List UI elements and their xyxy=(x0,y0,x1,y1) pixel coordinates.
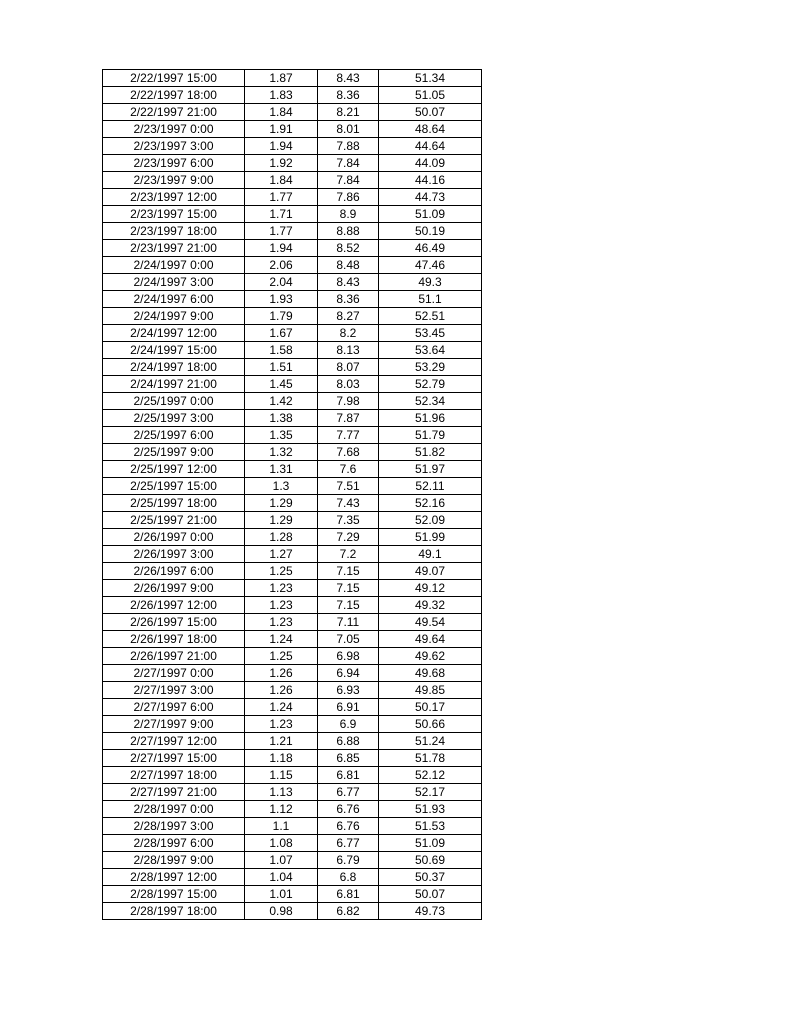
value-a-cell: 1.29 xyxy=(245,495,318,512)
value-b-cell: 7.68 xyxy=(318,444,379,461)
table-row xyxy=(103,699,482,716)
timestamp-cell: 2/26/1997 9:00 xyxy=(103,580,245,597)
value-c-cell: 50.17 xyxy=(379,699,482,716)
value-a-cell: 1.84 xyxy=(245,104,318,121)
timestamp-cell: 2/26/1997 3:00 xyxy=(103,546,245,563)
timestamp-cell: 2/25/1997 6:00 xyxy=(103,427,245,444)
value-b-cell: 7.84 xyxy=(318,172,379,189)
value-b-cell: 7.88 xyxy=(318,138,379,155)
table-row xyxy=(103,733,482,750)
value-a-cell: 1.1 xyxy=(245,818,318,835)
value-a-cell: 1.79 xyxy=(245,308,318,325)
table-row xyxy=(103,546,482,563)
table-row xyxy=(103,70,482,87)
value-c-cell: 49.3 xyxy=(379,274,482,291)
timestamp-cell: 2/26/1997 21:00 xyxy=(103,648,245,665)
table-row xyxy=(103,376,482,393)
value-a-cell: 1.94 xyxy=(245,240,318,257)
value-a-cell: 1.91 xyxy=(245,121,318,138)
timestamp-cell: 2/27/1997 18:00 xyxy=(103,767,245,784)
timestamp-cell: 2/24/1997 21:00 xyxy=(103,376,245,393)
timestamp-cell: 2/27/1997 0:00 xyxy=(103,665,245,682)
table-row xyxy=(103,342,482,359)
timestamp-cell: 2/27/1997 6:00 xyxy=(103,699,245,716)
value-b-cell: 6.93 xyxy=(318,682,379,699)
value-b-cell: 8.52 xyxy=(318,240,379,257)
value-a-cell: 1.31 xyxy=(245,461,318,478)
value-c-cell: 49.64 xyxy=(379,631,482,648)
value-b-cell: 8.07 xyxy=(318,359,379,376)
table-row xyxy=(103,818,482,835)
value-c-cell: 52.17 xyxy=(379,784,482,801)
timestamp-cell: 2/24/1997 18:00 xyxy=(103,359,245,376)
timestamp-cell: 2/26/1997 12:00 xyxy=(103,597,245,614)
value-c-cell: 50.69 xyxy=(379,852,482,869)
value-c-cell: 51.99 xyxy=(379,529,482,546)
value-a-cell: 1.38 xyxy=(245,410,318,427)
value-b-cell: 7.11 xyxy=(318,614,379,631)
value-b-cell: 6.98 xyxy=(318,648,379,665)
value-b-cell: 7.43 xyxy=(318,495,379,512)
timestamp-cell: 2/25/1997 9:00 xyxy=(103,444,245,461)
value-b-cell: 7.05 xyxy=(318,631,379,648)
timestamp-cell: 2/24/1997 6:00 xyxy=(103,291,245,308)
value-b-cell: 6.79 xyxy=(318,852,379,869)
timestamp-cell: 2/23/1997 12:00 xyxy=(103,189,245,206)
value-b-cell: 6.85 xyxy=(318,750,379,767)
value-c-cell: 49.85 xyxy=(379,682,482,699)
value-a-cell: 1.12 xyxy=(245,801,318,818)
table-row xyxy=(103,121,482,138)
table-row xyxy=(103,393,482,410)
timestamp-cell: 2/23/1997 0:00 xyxy=(103,121,245,138)
value-b-cell: 8.88 xyxy=(318,223,379,240)
value-a-cell: 2.04 xyxy=(245,274,318,291)
value-a-cell: 1.67 xyxy=(245,325,318,342)
value-c-cell: 50.66 xyxy=(379,716,482,733)
value-c-cell: 53.29 xyxy=(379,359,482,376)
value-c-cell: 49.07 xyxy=(379,563,482,580)
value-a-cell: 2.06 xyxy=(245,257,318,274)
table-row xyxy=(103,240,482,257)
value-a-cell: 1.51 xyxy=(245,359,318,376)
value-b-cell: 7.87 xyxy=(318,410,379,427)
table-row xyxy=(103,461,482,478)
table-row xyxy=(103,529,482,546)
value-b-cell: 6.9 xyxy=(318,716,379,733)
value-c-cell: 53.64 xyxy=(379,342,482,359)
value-a-cell: 1.26 xyxy=(245,665,318,682)
table-row xyxy=(103,852,482,869)
value-b-cell: 7.15 xyxy=(318,597,379,614)
value-c-cell: 50.37 xyxy=(379,869,482,886)
value-c-cell: 51.05 xyxy=(379,87,482,104)
table-row xyxy=(103,750,482,767)
value-b-cell: 7.84 xyxy=(318,155,379,172)
value-b-cell: 7.6 xyxy=(318,461,379,478)
value-b-cell: 6.8 xyxy=(318,869,379,886)
data-table xyxy=(102,69,482,920)
table-row xyxy=(103,359,482,376)
value-b-cell: 8.03 xyxy=(318,376,379,393)
value-a-cell: 1.29 xyxy=(245,512,318,529)
timestamp-cell: 2/24/1997 15:00 xyxy=(103,342,245,359)
timestamp-cell: 2/27/1997 3:00 xyxy=(103,682,245,699)
table-row xyxy=(103,903,482,920)
timestamp-cell: 2/25/1997 0:00 xyxy=(103,393,245,410)
timestamp-cell: 2/28/1997 18:00 xyxy=(103,903,245,920)
value-c-cell: 44.73 xyxy=(379,189,482,206)
value-c-cell: 51.82 xyxy=(379,444,482,461)
table-row xyxy=(103,223,482,240)
value-b-cell: 6.76 xyxy=(318,818,379,835)
timestamp-cell: 2/24/1997 0:00 xyxy=(103,257,245,274)
timestamp-cell: 2/25/1997 21:00 xyxy=(103,512,245,529)
value-a-cell: 1.45 xyxy=(245,376,318,393)
value-a-cell: 1.24 xyxy=(245,699,318,716)
table-row xyxy=(103,325,482,342)
value-c-cell: 44.09 xyxy=(379,155,482,172)
value-a-cell: 1.3 xyxy=(245,478,318,495)
table-row xyxy=(103,308,482,325)
table-row xyxy=(103,274,482,291)
timestamp-cell: 2/25/1997 3:00 xyxy=(103,410,245,427)
timestamp-cell: 2/23/1997 9:00 xyxy=(103,172,245,189)
value-c-cell: 48.64 xyxy=(379,121,482,138)
timestamp-cell: 2/28/1997 0:00 xyxy=(103,801,245,818)
value-a-cell: 1.21 xyxy=(245,733,318,750)
timestamp-cell: 2/24/1997 9:00 xyxy=(103,308,245,325)
value-a-cell: 1.24 xyxy=(245,631,318,648)
value-c-cell: 53.45 xyxy=(379,325,482,342)
value-c-cell: 49.62 xyxy=(379,648,482,665)
value-b-cell: 8.48 xyxy=(318,257,379,274)
value-c-cell: 51.24 xyxy=(379,733,482,750)
timestamp-cell: 2/28/1997 12:00 xyxy=(103,869,245,886)
value-a-cell: 1.93 xyxy=(245,291,318,308)
value-c-cell: 51.1 xyxy=(379,291,482,308)
table-row xyxy=(103,257,482,274)
value-a-cell: 1.25 xyxy=(245,648,318,665)
value-a-cell: 1.94 xyxy=(245,138,318,155)
table-row xyxy=(103,104,482,121)
value-b-cell: 8.21 xyxy=(318,104,379,121)
value-c-cell: 52.79 xyxy=(379,376,482,393)
timestamp-cell: 2/26/1997 15:00 xyxy=(103,614,245,631)
table-row xyxy=(103,291,482,308)
value-a-cell: 1.23 xyxy=(245,597,318,614)
timestamp-cell: 2/28/1997 9:00 xyxy=(103,852,245,869)
value-c-cell: 46.49 xyxy=(379,240,482,257)
timestamp-cell: 2/27/1997 15:00 xyxy=(103,750,245,767)
table-row xyxy=(103,478,482,495)
timestamp-cell: 2/25/1997 12:00 xyxy=(103,461,245,478)
value-c-cell: 47.46 xyxy=(379,257,482,274)
value-c-cell: 51.53 xyxy=(379,818,482,835)
table-row xyxy=(103,682,482,699)
value-c-cell: 52.11 xyxy=(379,478,482,495)
value-b-cell: 6.77 xyxy=(318,784,379,801)
timestamp-cell: 2/28/1997 3:00 xyxy=(103,818,245,835)
value-a-cell: 1.32 xyxy=(245,444,318,461)
table-row xyxy=(103,495,482,512)
value-a-cell: 1.08 xyxy=(245,835,318,852)
value-b-cell: 6.81 xyxy=(318,767,379,784)
timestamp-cell: 2/27/1997 12:00 xyxy=(103,733,245,750)
value-a-cell: 1.84 xyxy=(245,172,318,189)
value-b-cell: 7.29 xyxy=(318,529,379,546)
table-row xyxy=(103,189,482,206)
timestamp-cell: 2/24/1997 12:00 xyxy=(103,325,245,342)
value-b-cell: 7.35 xyxy=(318,512,379,529)
value-b-cell: 8.01 xyxy=(318,121,379,138)
value-c-cell: 49.68 xyxy=(379,665,482,682)
value-a-cell: 1.13 xyxy=(245,784,318,801)
value-b-cell: 8.36 xyxy=(318,291,379,308)
value-c-cell: 52.16 xyxy=(379,495,482,512)
value-b-cell: 7.51 xyxy=(318,478,379,495)
value-a-cell: 1.26 xyxy=(245,682,318,699)
table-row xyxy=(103,648,482,665)
value-c-cell: 52.12 xyxy=(379,767,482,784)
timestamp-cell: 2/23/1997 18:00 xyxy=(103,223,245,240)
timestamp-cell: 2/27/1997 21:00 xyxy=(103,784,245,801)
table-row xyxy=(103,138,482,155)
value-a-cell: 1.35 xyxy=(245,427,318,444)
value-c-cell: 52.51 xyxy=(379,308,482,325)
timestamp-cell: 2/24/1997 3:00 xyxy=(103,274,245,291)
value-b-cell: 8.2 xyxy=(318,325,379,342)
value-c-cell: 51.79 xyxy=(379,427,482,444)
value-a-cell: 1.18 xyxy=(245,750,318,767)
value-c-cell: 49.12 xyxy=(379,580,482,597)
value-b-cell: 8.43 xyxy=(318,70,379,87)
value-c-cell: 49.32 xyxy=(379,597,482,614)
value-a-cell: 1.77 xyxy=(245,189,318,206)
table-row xyxy=(103,886,482,903)
timestamp-cell: 2/23/1997 15:00 xyxy=(103,206,245,223)
value-b-cell: 8.9 xyxy=(318,206,379,223)
value-b-cell: 7.98 xyxy=(318,393,379,410)
value-b-cell: 6.94 xyxy=(318,665,379,682)
value-c-cell: 51.78 xyxy=(379,750,482,767)
value-b-cell: 6.82 xyxy=(318,903,379,920)
table-row xyxy=(103,563,482,580)
value-c-cell: 50.19 xyxy=(379,223,482,240)
value-c-cell: 44.16 xyxy=(379,172,482,189)
value-c-cell: 49.1 xyxy=(379,546,482,563)
value-c-cell: 50.07 xyxy=(379,104,482,121)
value-b-cell: 6.77 xyxy=(318,835,379,852)
timestamp-cell: 2/25/1997 15:00 xyxy=(103,478,245,495)
table-row xyxy=(103,665,482,682)
value-b-cell: 7.86 xyxy=(318,189,379,206)
value-b-cell: 7.15 xyxy=(318,580,379,597)
value-b-cell: 7.15 xyxy=(318,563,379,580)
value-a-cell: 1.42 xyxy=(245,393,318,410)
timestamp-cell: 2/26/1997 18:00 xyxy=(103,631,245,648)
value-b-cell: 8.27 xyxy=(318,308,379,325)
table-row xyxy=(103,444,482,461)
timestamp-cell: 2/26/1997 6:00 xyxy=(103,563,245,580)
table-row xyxy=(103,631,482,648)
value-b-cell: 8.36 xyxy=(318,87,379,104)
value-a-cell: 1.25 xyxy=(245,563,318,580)
value-a-cell: 1.23 xyxy=(245,614,318,631)
table-row xyxy=(103,580,482,597)
timestamp-cell: 2/28/1997 6:00 xyxy=(103,835,245,852)
value-a-cell: 1.07 xyxy=(245,852,318,869)
value-c-cell: 52.34 xyxy=(379,393,482,410)
value-a-cell: 1.23 xyxy=(245,716,318,733)
value-b-cell: 7.2 xyxy=(318,546,379,563)
timestamp-cell: 2/27/1997 9:00 xyxy=(103,716,245,733)
table-row xyxy=(103,172,482,189)
value-c-cell: 44.64 xyxy=(379,138,482,155)
value-a-cell: 1.77 xyxy=(245,223,318,240)
table-row xyxy=(103,767,482,784)
table-row xyxy=(103,206,482,223)
value-b-cell: 8.43 xyxy=(318,274,379,291)
table-row xyxy=(103,801,482,818)
table-row xyxy=(103,87,482,104)
value-b-cell: 8.13 xyxy=(318,342,379,359)
value-c-cell: 51.09 xyxy=(379,206,482,223)
value-c-cell: 51.97 xyxy=(379,461,482,478)
value-b-cell: 6.91 xyxy=(318,699,379,716)
table-row xyxy=(103,155,482,172)
value-b-cell: 7.77 xyxy=(318,427,379,444)
table-row xyxy=(103,784,482,801)
value-c-cell: 52.09 xyxy=(379,512,482,529)
value-a-cell: 1.15 xyxy=(245,767,318,784)
timestamp-cell: 2/22/1997 18:00 xyxy=(103,87,245,104)
table-row xyxy=(103,427,482,444)
value-b-cell: 6.88 xyxy=(318,733,379,750)
value-a-cell: 1.23 xyxy=(245,580,318,597)
value-c-cell: 51.96 xyxy=(379,410,482,427)
value-c-cell: 50.07 xyxy=(379,886,482,903)
table-body xyxy=(103,70,482,920)
table-row xyxy=(103,512,482,529)
value-c-cell: 49.54 xyxy=(379,614,482,631)
value-c-cell: 49.73 xyxy=(379,903,482,920)
timestamp-cell: 2/22/1997 21:00 xyxy=(103,104,245,121)
timestamp-cell: 2/26/1997 0:00 xyxy=(103,529,245,546)
timestamp-cell: 2/25/1997 18:00 xyxy=(103,495,245,512)
table-row xyxy=(103,410,482,427)
table-row xyxy=(103,716,482,733)
value-a-cell: 1.04 xyxy=(245,869,318,886)
value-a-cell: 1.01 xyxy=(245,886,318,903)
timestamp-cell: 2/23/1997 21:00 xyxy=(103,240,245,257)
value-c-cell: 51.09 xyxy=(379,835,482,852)
table-row xyxy=(103,869,482,886)
timestamp-cell: 2/28/1997 15:00 xyxy=(103,886,245,903)
value-b-cell: 6.81 xyxy=(318,886,379,903)
value-a-cell: 0.98 xyxy=(245,903,318,920)
value-b-cell: 6.76 xyxy=(318,801,379,818)
table-row xyxy=(103,835,482,852)
table-row xyxy=(103,597,482,614)
timestamp-cell: 2/23/1997 6:00 xyxy=(103,155,245,172)
timestamp-cell: 2/22/1997 15:00 xyxy=(103,70,245,87)
value-a-cell: 1.28 xyxy=(245,529,318,546)
value-a-cell: 1.83 xyxy=(245,87,318,104)
table-row xyxy=(103,614,482,631)
value-a-cell: 1.27 xyxy=(245,546,318,563)
value-c-cell: 51.34 xyxy=(379,70,482,87)
timestamp-cell: 2/23/1997 3:00 xyxy=(103,138,245,155)
value-a-cell: 1.92 xyxy=(245,155,318,172)
value-a-cell: 1.71 xyxy=(245,206,318,223)
value-c-cell: 51.93 xyxy=(379,801,482,818)
value-a-cell: 1.87 xyxy=(245,70,318,87)
value-a-cell: 1.58 xyxy=(245,342,318,359)
